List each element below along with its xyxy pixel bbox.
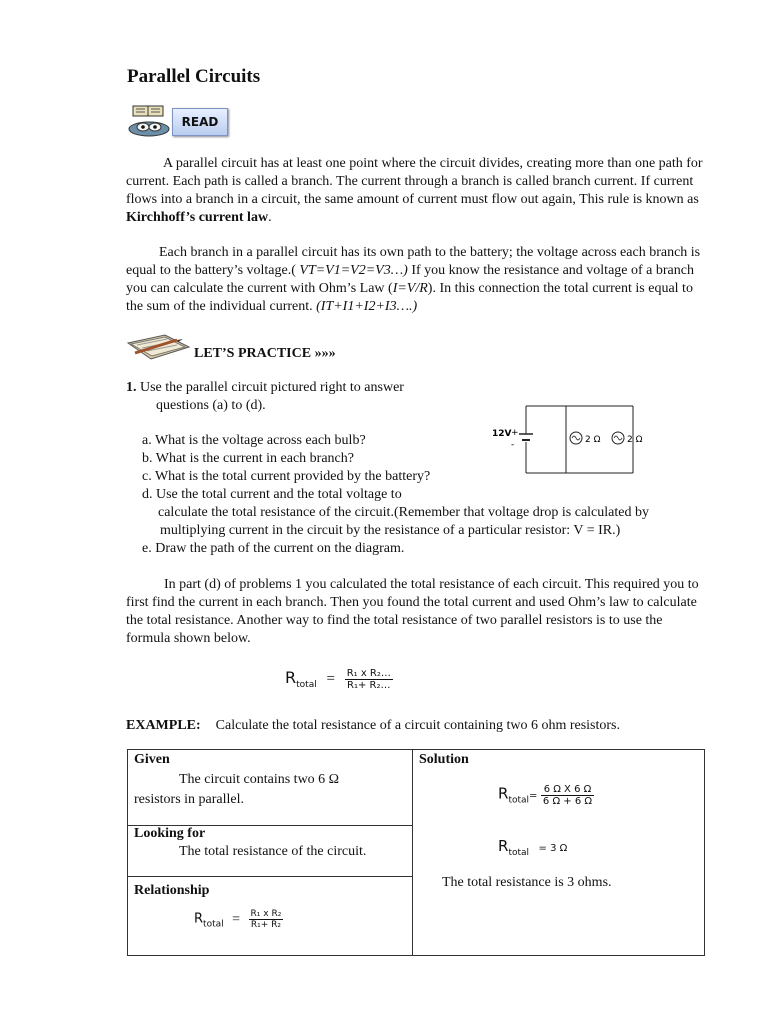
solution-step-1: $R_{total}=$ $\frac{\text{6 Ω X 6 Ω}}{6 \Omega + 6 \Omega}$ [498, 784, 593, 807]
looking-for-header: Looking for [134, 826, 206, 841]
looking-for-text: The total resistance of the circuit. [179, 844, 367, 859]
battery-plus: + [511, 428, 519, 438]
given-text-cont: resistors in parallel. [134, 792, 245, 807]
question-b: b. What is the current in each branch? [142, 451, 354, 466]
given-header: Given [134, 752, 170, 767]
bulb-icon [612, 432, 624, 444]
question-1-stem-cont: questions (a) to (d). [156, 398, 266, 413]
question-d-cont-2: multiplying current in the circuit by the resistance of a particular resistor: V = IR.) [160, 523, 621, 538]
question-d: d. Use the total current and the total voltage to [142, 487, 402, 502]
read-button[interactable]: READ [172, 108, 228, 136]
relationship-formula: $R_{total}$ = $\frac{\text{R₁ x R₂}}{\text{R₁+ R₂}}$ [194, 909, 282, 930]
part-d-paragraph: In part (d) of problems 1 you calculated the total resistance of each circuit. This required you to first find the current in each branch. Then you found the total current and used Ohm’s law to calculate the total resistance. Another way to find the total resistance of two parallel resistors is to use the formula shown below. [126, 577, 699, 646]
question-d-cont-1: calculate the total resistance of the circuit.(Remember that voltage drop is calculated by [158, 505, 649, 520]
total-resistance-formula: $R_{total}$ = $\frac{\text{R₁ x R₂…}}{\text{R₁+ R₂…}}$ [285, 668, 391, 692]
bulb-icon [570, 432, 582, 444]
intro-paragraph-2: Each branch in a parallel circuit has its own path to the battery; the voltage across each branch is equal to the battery’s voltage.( VT=V1=V2=V3…) If you know the resistance and voltage of a branch you can calculate the current with Ohm’s Law (I=V/R). In this connection the total current is equal to the sum of the individual current. (IT+I1+I2+I3….) [126, 245, 701, 314]
question-a: a. What is the voltage across each bulb? [142, 433, 366, 448]
question-e: e. Draw the path of the current on the diagram. [142, 541, 405, 556]
example-line: EXAMPLE: Calculate the total resistance of a circuit containing two 6 ohm resistors. [126, 718, 620, 733]
resistor-1-label: 2 Ω [585, 435, 601, 445]
solution-header: Solution [419, 752, 469, 767]
resistor-2-label: 2 Ω [627, 435, 643, 445]
question-1-stem: 1. Use the parallel circuit pictured right to answer [126, 380, 404, 395]
example-table [127, 749, 705, 956]
given-text: The circuit contains two 6 Ω [179, 772, 340, 787]
question-c: c. What is the total current provided by the battery? [142, 469, 431, 484]
relationship-header: Relationship [134, 883, 210, 898]
battery-minus: - [511, 440, 515, 450]
practice-heading: LET’S PRACTICE »»» [194, 346, 336, 361]
page-title: Parallel Circuits [127, 66, 261, 87]
notebook-pencil-icon [125, 333, 191, 361]
battery-label: 12V [492, 429, 512, 439]
reading-book-icon [127, 103, 171, 137]
solution-step-2: $R_{total} = 3$ Ω [498, 837, 568, 858]
solution-conclusion: The total resistance is 3 ohms. [442, 875, 612, 890]
intro-paragraph-1: A parallel circuit has at least one point where the circuit divides, creating more than one path for current. Each path is called a branch. The current through a branch is called branch current. If current flows into a branch in a circuit, the same amount of current must flow out again, This rule is known as Kirchhoff’s current law. [126, 156, 703, 225]
parallel-circuit-diagram [488, 398, 648, 480]
